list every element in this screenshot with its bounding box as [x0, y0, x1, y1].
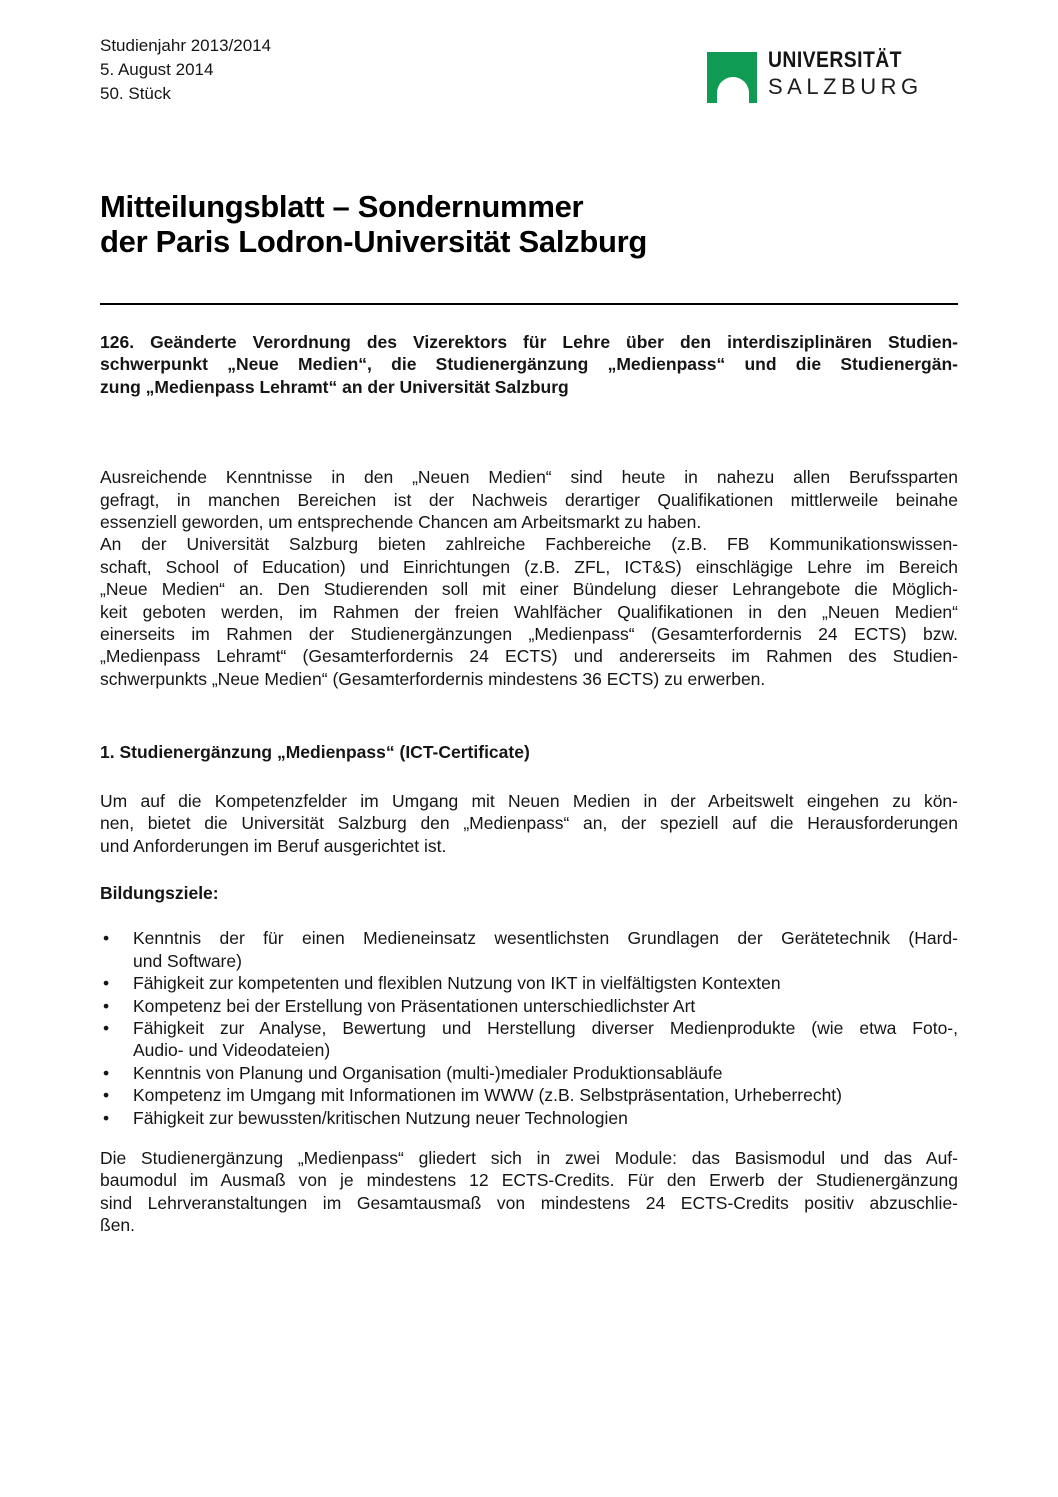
bullet-icon: •: [103, 973, 110, 994]
text-line: ßen.: [100, 1215, 136, 1236]
goal-item: [100, 1062, 958, 1084]
goal-text: [133, 927, 958, 972]
goal-item: [100, 1017, 958, 1062]
text-line: An der Universität Salzburg bieten zahlreiche Fachbereiche (z.B. FB Kommunikationswissen-: [100, 534, 958, 555]
goal-text: [133, 1084, 958, 1106]
section1-intro-paragraph: [100, 790, 958, 857]
section1-heading: 1. Studienergänzung „Medienpass“ (ICT-Certificate): [100, 742, 530, 763]
text-line: schwerpunkt „Neue Medien“, die Studienergänzung „Medienpass“ und die Studienergän-: [100, 354, 958, 375]
text-line: zung „Medienpass Lehramt“ an der Universität Salzburg: [100, 376, 569, 397]
text-line: essenziell geworden, um entsprechende Chancen am Arbeitsmarkt zu haben.: [100, 512, 702, 533]
text-line: einerseits im Rahmen der Studienergänzungen „Medienpass“ (Gesamterfordernis 24 ECTS) bzw.: [100, 624, 958, 645]
text-line: nen, bietet die Universität Salzburg den „Medienpass“ an, der speziell auf die Herausforderungen: [100, 813, 958, 834]
goal-item: [100, 972, 958, 994]
bullet-icon: •: [103, 1085, 110, 1106]
title-line-2: der Paris Lodron-Universität Salzburg: [100, 224, 648, 259]
text-line: Audio- und Videodateien): [133, 1040, 331, 1061]
text-line: sind Lehrveranstaltungen im Gesamtausmaß von mindestens 24 ECTS-Credits positiv abzuschlie-: [100, 1192, 958, 1213]
goal-item: [100, 1107, 958, 1129]
closing-paragraph: [100, 1147, 958, 1237]
paragraph: [100, 466, 958, 533]
text-line: Kompetenz bei der Erstellung von Präsentationen unterschiedlichster Art: [133, 995, 696, 1016]
goal-item: [100, 1084, 958, 1106]
text-line: Ausreichende Kenntnisse in den „Neuen Medien“ sind heute in nahezu allen Berufssparten: [100, 467, 958, 488]
issue-meta: [100, 34, 271, 106]
text-line: Kenntnis von Planung und Organisation (multi-)medialer Produktionsabläufe: [133, 1062, 723, 1083]
text-line: Fähigkeit zur bewussten/kritischen Nutzung neuer Technologien: [133, 1107, 628, 1128]
meta-date: 5. August 2014: [100, 60, 214, 79]
text-line: und Anforderungen im Beruf ausgerichtet ist.: [100, 835, 447, 856]
goal-text: [133, 972, 958, 994]
bullet-icon: •: [103, 1107, 110, 1128]
meta-stueck: 50. Stück: [100, 84, 171, 103]
goal-text: [133, 1062, 958, 1084]
goal-item: [100, 995, 958, 1017]
text-line: „Neue Medien“ an. Den Studierenden soll mit einer Bündelung dieser Lehrangebote die Möglich-: [100, 579, 958, 600]
text-line: Die Studienergänzung „Medienpass“ gliedert sich in zwei Module: das Basismodul und das Auf-: [100, 1147, 958, 1168]
text-line: 126. Geänderte Verordnung des Vizerektors für Lehre über den interdisziplinären Studien-: [100, 332, 958, 352]
text-line: Fähigkeit zur Analyse, Bewertung und Herstellung diverser Medienprodukte (wie etwa Foto-,: [133, 1017, 958, 1038]
text-line: schaft, School of Education) und Einrichtungen (z.B. ZFL, ICT&S) einschlägige Lehre im Bereich: [100, 556, 958, 577]
goal-item: [100, 927, 958, 972]
intro-paragraphs: [100, 466, 958, 690]
bullet-icon: •: [103, 1017, 110, 1038]
text-line: keit geboten werden, im Rahmen der freien Wahlfächer Qualifikationen in den „Neuen Medien“: [100, 601, 958, 622]
text-line: Fähigkeit zur kompetenten und flexiblen Nutzung von IKT in vielfältigsten Kontexten: [133, 973, 781, 994]
text-line: gefragt, in manchen Bereichen ist der Nachweis derartiger Qualifikationen mittlerweile beinahe: [100, 489, 958, 510]
text-line: Um auf die Kompetenzfelder im Umgang mit Neuen Medien in der Arbeitswelt eingehen zu kön-: [100, 790, 958, 811]
text-line: Kompetenz im Umgang mit Informationen im WWW (z.B. Selbstpräsentation, Urheberrecht): [133, 1085, 842, 1106]
text-line: Kenntnis der für einen Medieneinsatz wesentlichsten Grundlagen der Gerätetechnik (Hard-: [133, 928, 958, 949]
goal-text: [133, 1017, 958, 1062]
university-logo: [707, 47, 923, 103]
arch-gate-icon: [707, 52, 757, 103]
paragraph: [100, 533, 958, 690]
meta-studienjahr: Studienjahr 2013/2014: [100, 36, 272, 55]
divider-rule: [100, 303, 958, 305]
text-line: „Medienpass Lehramt“ (Gesamterfordernis 24 ECTS) und andererseits im Rahmen des Studien-: [100, 646, 958, 667]
text-line: und Software): [133, 950, 242, 971]
logo-salzburg-text: SALZBURG: [768, 74, 923, 99]
goal-text: [133, 995, 958, 1017]
bullet-icon: •: [103, 1062, 110, 1083]
goals-heading: Bildungsziele:: [100, 882, 219, 903]
text-line: schwerpunkts „Neue Medien“ (Gesamterfordernis mindestens 36 ECTS) zu erwerben.: [100, 668, 766, 689]
bullet-icon: •: [103, 995, 110, 1016]
title-line-1: Mitteilungsblatt – Sondernummer: [100, 189, 584, 224]
decree-heading: [100, 331, 958, 398]
logo-universitaet-text: UNIVERSITÄT: [768, 47, 902, 72]
text-line: baumodul im Ausmaß von je mindestens 12 ECTS-Credits. Für den Erwerb der Studienergänzung: [100, 1170, 958, 1191]
bullet-icon: •: [103, 928, 110, 949]
goals-list: [100, 927, 958, 1129]
goal-text: [133, 1107, 958, 1129]
page-title: [100, 189, 958, 259]
logo-wordmark: [768, 47, 923, 100]
